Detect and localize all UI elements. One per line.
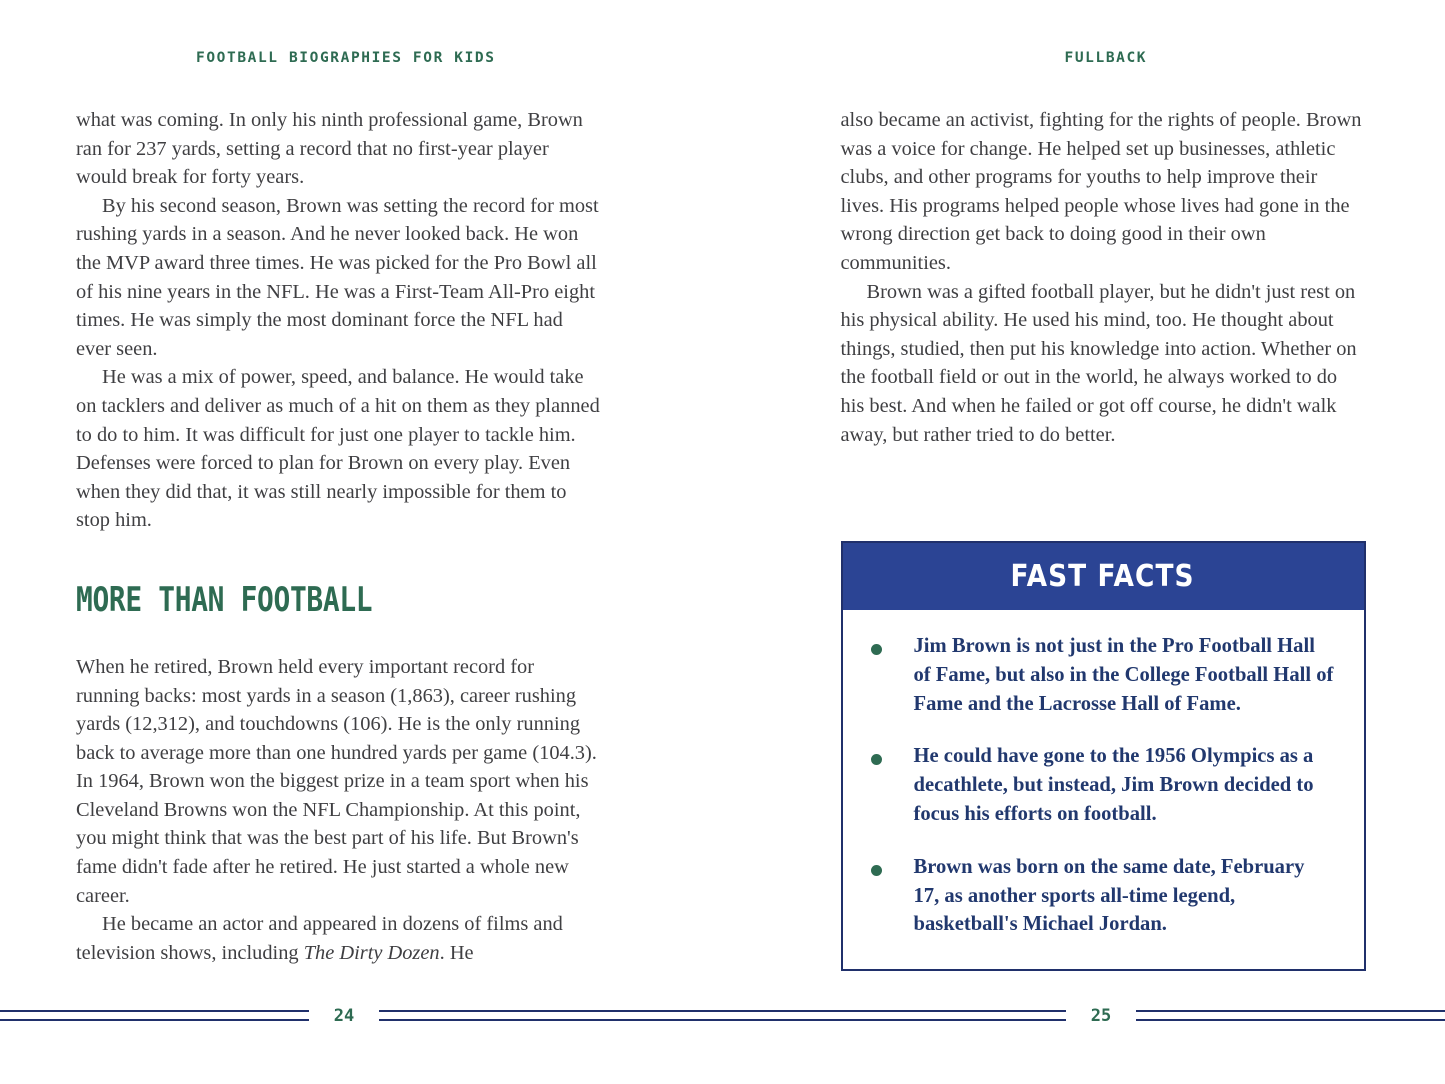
footer-rule-right xyxy=(1136,1010,1445,1021)
paragraph-tail: . He xyxy=(439,941,474,964)
paragraph: Brown was a gifted football player, but he didn't just rest on his physical ability. He used his mind, too. He thought about things, studied, then put his knowledge into action. Whether on the football field or out in the world, he always worked to do his best. And when he failed or got off course, he didn't walk away, but rather tried to do better. xyxy=(840,280,1357,446)
footer-right xyxy=(723,1001,1445,1031)
italic-title: The Dirty Dozen xyxy=(303,941,440,964)
running-head-right: FULLBACK xyxy=(1064,50,1148,66)
fast-facts-list xyxy=(843,610,1364,969)
right-page-text-column xyxy=(841,106,1366,449)
running-head-left: FOOTBALL BIOGRAPHIES FOR KIDS xyxy=(196,50,496,66)
list-item xyxy=(871,632,1334,718)
footer-rule-right xyxy=(379,1010,723,1021)
page-number: 24 xyxy=(333,1006,355,1026)
fast-fact-text: Brown was born on the same date, February 17, as another sports all-time legend, basketball's Michael Jordan. xyxy=(913,855,1305,936)
bullet-icon xyxy=(871,865,882,876)
fast-fact-text: He could have gone to the 1956 Olympics as a decathlete, but instead, Jim Brown decided to focus his efforts on football. xyxy=(913,745,1314,825)
footer-left xyxy=(0,1001,723,1031)
footer-rule-left xyxy=(0,1010,309,1021)
paragraph: what was coming. In only his ninth professional game, Brown ran for 237 yards, setting a record that no first-year player would break for forty years. xyxy=(76,109,583,189)
fast-facts-box xyxy=(841,541,1366,971)
section-heading-wrap xyxy=(76,579,601,620)
paragraph xyxy=(76,910,601,967)
list-item xyxy=(871,742,1334,828)
paragraph-lead: He became an actor and appeared in dozens of films and television shows, including xyxy=(76,913,563,964)
left-page-text-column xyxy=(76,106,601,967)
fast-facts-title: FAST FACTS xyxy=(1010,559,1196,594)
bullet-icon xyxy=(871,754,882,765)
footer-rule-left xyxy=(723,1010,1067,1021)
section-heading: MORE THAN FOOTBALL xyxy=(76,579,373,620)
list-item xyxy=(871,853,1334,939)
paragraph: When he retired, Brown held every important record for running backs: most yards in a season (1,863), career rushing yards (12,312), and touchdowns (106). He is the only running back to average more than one hundred yards per game (104.3). In 1964, Brown won the biggest prize in a team sport when his Cleveland Browns won the NFL Championship. At this point, you might think that was the best part of his life. But Brown's fame didn't fade after he retired. He just started a whole new career. xyxy=(76,655,597,907)
paragraph: By his second season, Brown was setting the record for most rushing yards in a season. And he never looked back. He won the MVP award three times. He was picked for the Pro Bowl all of his nine years in the NFL. He was a First-Team All-Pro eight times. He was simply the most dominant force the NFL had ever seen. xyxy=(76,194,599,360)
fast-facts-header xyxy=(843,543,1364,610)
right-page xyxy=(723,0,1445,1084)
page-number: 25 xyxy=(1090,1006,1112,1026)
paragraph: He was a mix of power, speed, and balance. He would take on tacklers and deliver as much of a hit on them as they planned to do to him. It was difficult for just one player to tackle him. Defenses were forced to plan for Brown on every play. Even when they did that, it was still nearly impossible for them to stop him. xyxy=(76,366,600,532)
bullet-icon xyxy=(871,644,882,655)
fast-fact-text: Jim Brown is not just in the Pro Football Hall of Fame, but also in the College Football Hall of Fame and the Lacrosse Hall of Fame. xyxy=(913,635,1334,715)
paragraph: also became an activist, fighting for the rights of people. Brown was a voice for change. He helped set up businesses, athletic clubs, and other programs for youths to help improve their lives. His programs helped people whose lives had gone in the wrong direction get back to doing good in their own communities. xyxy=(840,109,1362,274)
